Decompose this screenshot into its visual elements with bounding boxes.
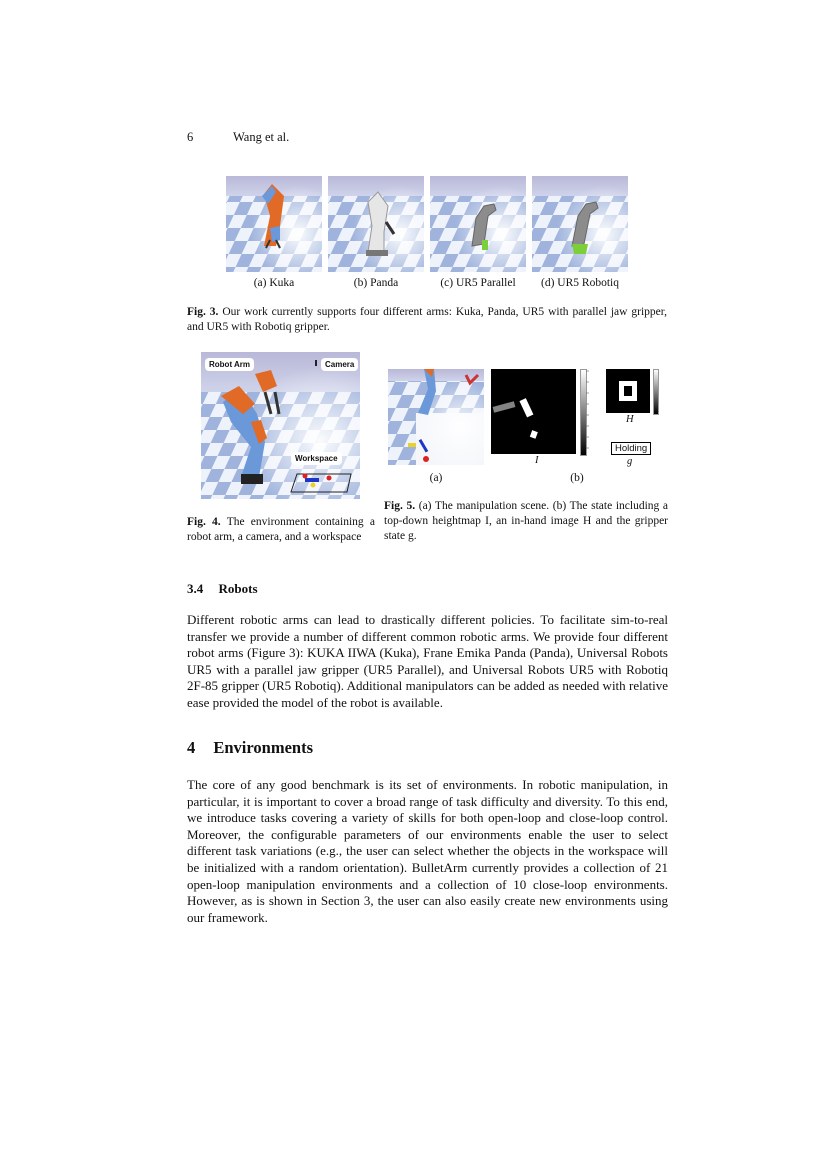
section-3-4-paragraph: Different robotic arms can lead to drastically different policies. To facilitate sim-to-real transfer we provide a number of different common robotic arms. We provide four different robot arms (Figure 3): KUKA IIWA (Kuka), Frane Emika Panda (Panda), Universal Robots UR5 with a parallel jaw gripper (UR5 Parallel), and Universal Robots UR5 with Robotiq 2F-85 gripper (UR5 Robotiq). Additional manipulators can be added as needed with relative ease provided the model of the robot is available.	[187, 612, 668, 710]
fig5-scene-image	[388, 369, 484, 465]
fig5-heightmap-image	[491, 369, 576, 454]
robot-arm-tag: Robot Arm	[205, 358, 254, 371]
fig5-subcaption-a: (a)	[429, 472, 443, 484]
running-title: Wang et al.	[233, 130, 290, 144]
fig5-subcaption-b: (b)	[570, 472, 584, 484]
fig3-subcaption-d: (d) UR5 Robotiq	[541, 277, 619, 289]
symbol-g: g	[627, 456, 633, 467]
fig5-caption	[384, 499, 668, 544]
fig3-subcaption-a: (a) Kuka	[253, 277, 295, 289]
fig5-caption-text: (a) The manipulation scene. (b) The state including a top-down heightmap I, an in-hand image H and the gripper state g.	[384, 500, 669, 542]
section-3-4-title: Robots	[218, 581, 258, 596]
fig3-ur5-parallel-image	[430, 176, 526, 272]
fig4-label: Fig. 4.	[187, 516, 221, 528]
fig4-caption-text: The environment containing a robot arm, a camera, and a workspace	[187, 516, 375, 543]
fig3-kuka-image	[226, 176, 322, 272]
page-number: 6	[187, 130, 194, 144]
section-4-number: 4	[187, 738, 196, 757]
symbol-I: I	[535, 455, 539, 466]
fig5-label: Fig. 5.	[384, 500, 416, 512]
in-hand-colorbar	[653, 369, 659, 415]
fig3-subcaption-b: (b) Panda	[353, 277, 399, 289]
section-3-4-heading	[187, 581, 258, 597]
fig4-caption	[187, 515, 375, 545]
fig3-subcaption-c: (c) UR5 Parallel	[440, 277, 516, 289]
fig3-label: Fig. 3.	[187, 306, 219, 318]
section-4-heading	[187, 738, 313, 758]
section-4-paragraph: The core of any good benchmark is its set of environments. In robotic manipulation, in particular, it is important to cover a broad range of task difficulty and diversity. To this end, we introduce tasks covering a variety of skills for both open-loop and close-loop control. Moreover, the configurable parameters of our environments enable the user to select different task variations (e.g., the user can select whether the objects in the workspace will be initialized with a random orientation). BulletArm currently provides a collection of 21 open-loop manipulation environments and a collection of 10 close-loop environments. However, as is shown in Section 3, the user can also easily create new environments using our framework.	[187, 777, 668, 925]
symbol-H: H	[626, 414, 634, 425]
fig4-environment-image	[201, 352, 360, 499]
heightmap-colorbar-ticks	[586, 369, 600, 456]
fig5-in-hand-image	[606, 369, 650, 413]
workspace-tag: Workspace	[291, 452, 342, 465]
fig3-caption-text: Our work currently supports four different arms: Kuka, Panda, UR5 with parallel jaw gripper, and UR5 with Robotiq gripper.	[187, 306, 667, 333]
fig3-caption	[187, 305, 667, 335]
camera-tag: Camera	[321, 358, 358, 371]
holding-state-box: Holding	[611, 442, 651, 455]
fig3-panda-image	[328, 176, 424, 272]
fig3-ur5-robotiq-image	[532, 176, 628, 272]
section-3-4-number: 3.4	[187, 581, 204, 596]
section-4-title: Environments	[213, 738, 314, 757]
